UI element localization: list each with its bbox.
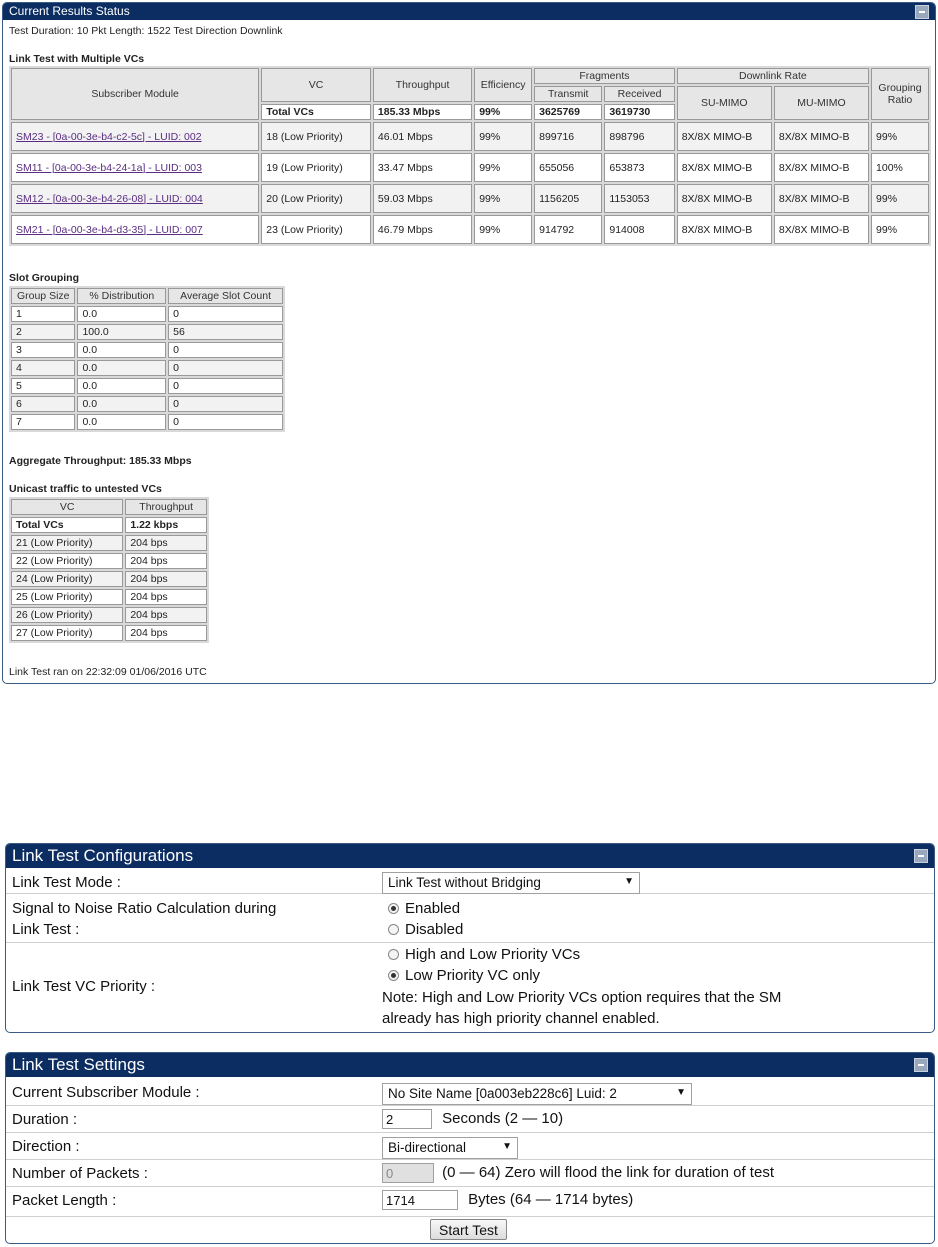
length-row	[6, 1187, 934, 1217]
priority-high-low-label: High and Low Priority VCs	[405, 946, 581, 963]
unicast-throughput-cell: 204 bps	[125, 535, 207, 551]
total-vcs: Total VCs	[261, 104, 371, 120]
sm-row	[6, 1079, 934, 1106]
unicast-vc-cell: 25 (Low Priority)	[11, 589, 123, 605]
ratio-cell: 99%	[871, 184, 929, 213]
multi-vc-title: Link Test with Multiple VCs	[9, 53, 145, 65]
radio-unchecked-icon[interactable]	[388, 924, 399, 935]
efficiency-cell: 99%	[474, 153, 532, 182]
packets-input[interactable]: 0	[382, 1163, 434, 1183]
header-vc: VC	[261, 68, 371, 102]
sm-select-value: No Site Name [0a003eb228c6] Luid: 2	[388, 1086, 617, 1101]
duration-label: Duration :	[12, 1111, 78, 1128]
group-size-cell: 7	[11, 414, 75, 430]
table-row	[11, 122, 929, 151]
table-row	[11, 589, 207, 605]
header-received: Received	[604, 86, 674, 102]
length-label: Packet Length :	[12, 1192, 117, 1209]
collapse-icon[interactable]	[915, 5, 929, 19]
throughput-cell: 46.01 Mbps	[373, 122, 472, 151]
header-su-mimo: SU-MIMO	[677, 86, 772, 120]
unicast-vc-cell: 21 (Low Priority)	[11, 535, 123, 551]
unicast-vc-cell: 26 (Low Priority)	[11, 607, 123, 623]
aggregate-throughput: Aggregate Throughput: 185.33 Mbps	[9, 455, 192, 467]
table-row	[11, 215, 929, 244]
distribution-cell: 100.0	[77, 324, 166, 340]
distribution-cell: 0.0	[77, 360, 166, 376]
mu-mimo-cell: 8X/8X MIMO-B	[774, 153, 869, 182]
distribution-cell: 0.0	[77, 342, 166, 358]
mode-label: Link Test Mode :	[12, 874, 121, 891]
header-grouping-ratio: Grouping Ratio	[871, 68, 929, 120]
vc-cell: 19 (Low Priority)	[261, 153, 371, 182]
slot-count-cell: 0	[168, 360, 283, 376]
results-panel	[2, 2, 936, 684]
unicast-throughput-cell: 204 bps	[125, 553, 207, 569]
radio-checked-icon[interactable]	[388, 903, 399, 914]
unicast-vc-cell: 24 (Low Priority)	[11, 571, 123, 587]
unicast-throughput-cell: 204 bps	[125, 625, 207, 641]
settings-panel-header	[6, 1053, 934, 1077]
config-title: Link Test Configurations	[12, 846, 194, 865]
priority-label: Link Test VC Priority :	[12, 978, 156, 995]
distribution-cell: 0.0	[77, 306, 166, 322]
throughput-cell: 59.03 Mbps	[373, 184, 472, 213]
ratio-cell: 100%	[871, 153, 929, 182]
total-efficiency: 99%	[474, 104, 532, 120]
dropdown-arrow-icon: ▼	[676, 1087, 686, 1098]
test-ran-on: Link Test ran on 22:32:09 01/06/2016 UTC	[9, 666, 207, 678]
priority-row	[6, 943, 934, 1033]
sm-link[interactable]: SM23 - [0a-00-3e-b4-c2-5c] - LUID: 002	[16, 130, 202, 143]
table-row	[11, 360, 283, 376]
snr-disabled-option[interactable]	[388, 921, 463, 938]
snr-label-line2: Link Test :	[12, 921, 80, 938]
unicast-title: Unicast traffic to untested VCs	[9, 483, 162, 495]
snr-disabled-label: Disabled	[405, 921, 464, 938]
transmit-cell: 1156205	[534, 184, 602, 213]
header-efficiency: Efficiency	[474, 68, 532, 102]
table-row	[11, 342, 283, 358]
vc-cell: 23 (Low Priority)	[261, 215, 371, 244]
priority-high-low-option[interactable]	[388, 946, 580, 963]
table-row	[11, 306, 283, 322]
direction-label: Direction :	[12, 1138, 80, 1155]
unicast-vc-cell: 22 (Low Priority)	[11, 553, 123, 569]
slot-count-cell: 0	[168, 306, 283, 322]
packets-hint: (0 — 64) Zero will flood the link for duration of test	[442, 1163, 774, 1181]
priority-note-line2: already has high priority channel enabled.	[382, 1010, 660, 1027]
priority-note-line1: Note: High and Low Priority VCs option requires that the SM	[382, 989, 782, 1006]
config-panel-header	[6, 844, 934, 868]
sm-label: Current Subscriber Module :	[12, 1084, 200, 1101]
sm-link[interactable]: SM12 - [0a-00-3e-b4-26-08] - LUID: 004	[16, 192, 203, 205]
slot-count-cell: 0	[168, 414, 283, 430]
slot-count-cell: 0	[168, 342, 283, 358]
sm-link[interactable]: SM21 - [0a-00-3e-b4-d3-35] - LUID: 007	[16, 223, 203, 236]
mode-select[interactable]	[382, 872, 640, 894]
priority-low-option[interactable]	[388, 967, 540, 984]
length-input[interactable]: 1714	[382, 1190, 458, 1210]
collapse-icon[interactable]	[914, 849, 928, 863]
group-size-cell: 6	[11, 396, 75, 412]
slot-count-cell: 0	[168, 396, 283, 412]
settings-panel	[5, 1052, 935, 1244]
results-title: Current Results Status	[9, 4, 130, 18]
header-group-size: Group Size	[11, 288, 75, 304]
transmit-cell: 899716	[534, 122, 602, 151]
table-row	[11, 571, 207, 587]
table-row	[11, 553, 207, 569]
ratio-cell: 99%	[871, 122, 929, 151]
table-row	[11, 378, 283, 394]
slot-grouping-table	[9, 286, 285, 432]
table-row	[11, 535, 207, 551]
su-mimo-cell: 8X/8X MIMO-B	[677, 184, 772, 213]
unicast-total-vcs: Total VCs	[11, 517, 123, 533]
sm-link[interactable]: SM11 - [0a-00-3e-b4-24-1a] - LUID: 003	[16, 161, 202, 174]
header-unicast-throughput: Throughput	[125, 499, 207, 515]
efficiency-cell: 99%	[474, 122, 532, 151]
mode-select-value: Link Test without Bridging	[388, 875, 541, 890]
group-size-cell: 1	[11, 306, 75, 322]
group-size-cell: 2	[11, 324, 75, 340]
unicast-total-throughput: 1.22 kbps	[125, 517, 207, 533]
efficiency-cell: 99%	[474, 215, 532, 244]
duration-row	[6, 1106, 934, 1133]
table-row	[11, 607, 207, 623]
header-downlink-rate: Downlink Rate	[677, 68, 869, 84]
header-distribution: % Distribution	[77, 288, 166, 304]
config-panel	[5, 843, 935, 1033]
distribution-cell: 0.0	[77, 396, 166, 412]
direction-select-value: Bi-directional	[388, 1140, 467, 1155]
slot-count-cell: 56	[168, 324, 283, 340]
table-row	[11, 396, 283, 412]
mu-mimo-cell: 8X/8X MIMO-B	[774, 122, 869, 151]
snr-row	[6, 894, 934, 943]
header-throughput: Throughput	[373, 68, 472, 102]
unicast-table	[9, 497, 209, 643]
efficiency-cell: 99%	[474, 184, 532, 213]
unicast-throughput-cell: 204 bps	[125, 589, 207, 605]
throughput-cell: 46.79 Mbps	[373, 215, 472, 244]
su-mimo-cell: 8X/8X MIMO-B	[677, 122, 772, 151]
header-subscriber-module: Subscriber Module	[11, 68, 259, 120]
radio-checked-icon[interactable]	[388, 970, 399, 981]
received-cell: 898796	[604, 122, 674, 151]
snr-label-line1: Signal to Noise Ratio Calculation during	[12, 900, 277, 917]
snr-enabled-label: Enabled	[405, 900, 461, 917]
group-size-cell: 3	[11, 342, 75, 358]
received-cell: 653873	[604, 153, 674, 182]
mode-row	[6, 870, 934, 894]
su-mimo-cell: 8X/8X MIMO-B	[677, 215, 772, 244]
packets-row	[6, 1160, 934, 1187]
start-test-button[interactable]: Start Test	[430, 1219, 507, 1240]
total-received: 3619730	[604, 104, 674, 120]
direction-select[interactable]	[382, 1137, 518, 1159]
unicast-throughput-cell: 204 bps	[125, 607, 207, 623]
su-mimo-cell: 8X/8X MIMO-B	[677, 153, 772, 182]
group-size-cell: 4	[11, 360, 75, 376]
header-average-slot-count: Average Slot Count	[168, 288, 283, 304]
sm-select[interactable]	[382, 1083, 692, 1105]
slot-count-cell: 0	[168, 378, 283, 394]
table-row	[11, 153, 929, 182]
distribution-cell: 0.0	[77, 378, 166, 394]
duration-hint: Seconds (2 — 10)	[442, 1109, 564, 1127]
radio-unchecked-icon[interactable]	[388, 949, 399, 960]
dropdown-arrow-icon: ▼	[624, 876, 634, 887]
header-fragments: Fragments	[534, 68, 675, 84]
collapse-icon[interactable]	[914, 1058, 928, 1072]
table-row	[11, 625, 207, 641]
table-row	[11, 414, 283, 430]
unicast-throughput-cell: 204 bps	[125, 571, 207, 587]
received-cell: 914008	[604, 215, 674, 244]
header-transmit: Transmit	[534, 86, 602, 102]
packets-label: Number of Packets :	[12, 1165, 148, 1182]
slot-grouping-title: Slot Grouping	[9, 272, 79, 284]
snr-enabled-option[interactable]	[388, 900, 460, 917]
vc-cell: 20 (Low Priority)	[261, 184, 371, 213]
unicast-vc-cell: 27 (Low Priority)	[11, 625, 123, 641]
vc-cell: 18 (Low Priority)	[261, 122, 371, 151]
results-panel-header	[3, 3, 935, 20]
mu-mimo-cell: 8X/8X MIMO-B	[774, 215, 869, 244]
priority-low-label: Low Priority VC only	[405, 967, 541, 984]
transmit-cell: 914792	[534, 215, 602, 244]
multi-vc-table	[9, 66, 931, 246]
transmit-cell: 655056	[534, 153, 602, 182]
group-size-cell: 5	[11, 378, 75, 394]
received-cell: 1153053	[604, 184, 674, 213]
total-throughput: 185.33 Mbps	[373, 104, 472, 120]
ratio-cell: 99%	[871, 215, 929, 244]
direction-row	[6, 1133, 934, 1160]
table-row	[11, 324, 283, 340]
total-transmit: 3625769	[534, 104, 602, 120]
mu-mimo-cell: 8X/8X MIMO-B	[774, 184, 869, 213]
test-params: Test Duration: 10 Pkt Length: 1522 Test Direction Downlink	[9, 25, 283, 37]
length-hint: Bytes (64 — 1714 bytes)	[468, 1190, 634, 1208]
table-row	[11, 184, 929, 213]
dropdown-arrow-icon: ▼	[502, 1141, 512, 1152]
settings-title: Link Test Settings	[12, 1055, 145, 1074]
header-unicast-vc: VC	[11, 499, 123, 515]
distribution-cell: 0.0	[77, 414, 166, 430]
duration-input[interactable]: 2	[382, 1109, 432, 1129]
header-mu-mimo: MU-MIMO	[774, 86, 869, 120]
throughput-cell: 33.47 Mbps	[373, 153, 472, 182]
